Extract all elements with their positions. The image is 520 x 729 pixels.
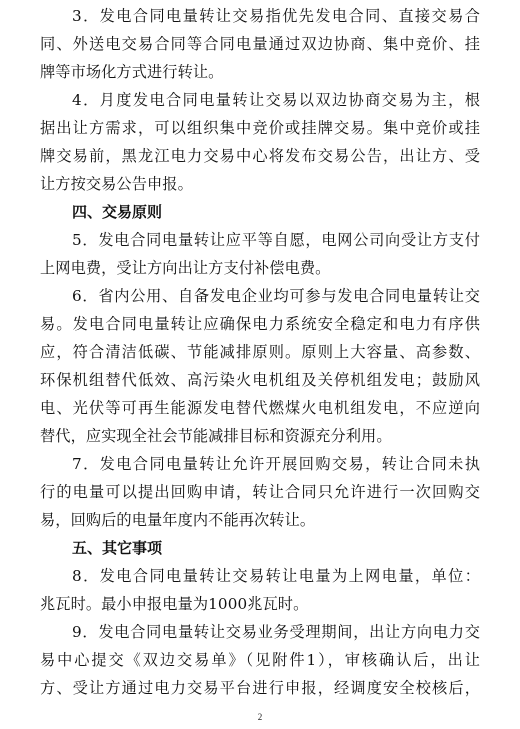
paragraph-4-line-1: 4．月度发电合同电量转让交易以双边协商交易为主，根 [72, 91, 480, 109]
paragraph-6-line-3: 应，符合清洁低碳、节能减排原则。原则上大容量、高参数、 [40, 343, 480, 361]
paragraph-7-line-2: 行的电量可以提出回购申请，转让合同只允许进行一次回购交 [40, 483, 480, 501]
paragraph-4-line-3: 牌交易前，黑龙江电力交易中心将发布交易公告，出让方、受 [40, 147, 480, 165]
paragraph-9-line-2: 易中心提交《双边交易单》（见附件1），审核确认后，出让 [40, 651, 480, 669]
section-heading-5: 五、其它事项 [72, 539, 163, 557]
paragraph-6-line-1: 6．省内公用、自备发电企业均可参与发电合同电量转让交 [72, 287, 480, 305]
paragraph-4-line-2: 据出让方需求，可以组织集中竞价或挂牌交易。集中竞价或挂 [40, 119, 480, 137]
paragraph-7-line-1: 7．发电合同电量转让允许开展回购交易，转让合同未执 [72, 455, 480, 473]
paragraph-9-line-1: 9．发电合同电量转让交易业务受理期间，出让方向电力交 [72, 623, 480, 641]
page-number: 2 [257, 712, 263, 722]
paragraph-3-line-2: 同、外送电交易合同等合同电量通过双边协商、集中竞价、挂 [40, 35, 480, 53]
paragraph-6-line-6: 替代，应实现全社会节能减排目标和资源充分利用。 [40, 427, 392, 445]
paragraph-3-line-1: 3．发电合同电量转让交易指优先发电合同、直接交易合 [72, 7, 480, 25]
section-heading-4: 四、交易原则 [72, 203, 163, 221]
paragraph-9-line-3: 方、受让方通过电力交易平台进行申报，经调度安全校核后， [40, 679, 480, 697]
paragraph-5-line-2: 上网电费，受让方向出让方支付补偿电费。 [40, 259, 331, 277]
paragraph-4-line-4: 让方按交易公告申报。 [40, 175, 193, 193]
paragraph-6-line-4: 环保机组替代低效、高污染火电机组及关停机组发电；鼓励风 [40, 371, 480, 389]
paragraph-6-line-5: 电、光伏等可再生能源发电替代燃煤火电机组发电，不应逆向 [40, 399, 480, 417]
paragraph-7-line-3: 易，回购后的电量年度内不能再次转让。 [40, 511, 316, 529]
paragraph-6-line-2: 易。发电合同电量转让应确保电力系统安全稳定和电力有序供 [40, 315, 480, 333]
paragraph-5-line-1: 5．发电合同电量转让应平等自愿，电网公司向受让方支付 [72, 231, 480, 249]
paragraph-3-line-3: 牌等市场化方式进行转让。 [40, 63, 224, 81]
paragraph-8-line-1: 8．发电合同电量转让交易转让电量为上网电量，单位： [72, 567, 480, 585]
paragraph-8-line-2: 兆瓦时。最小申报电量为1000兆瓦时。 [40, 595, 309, 613]
